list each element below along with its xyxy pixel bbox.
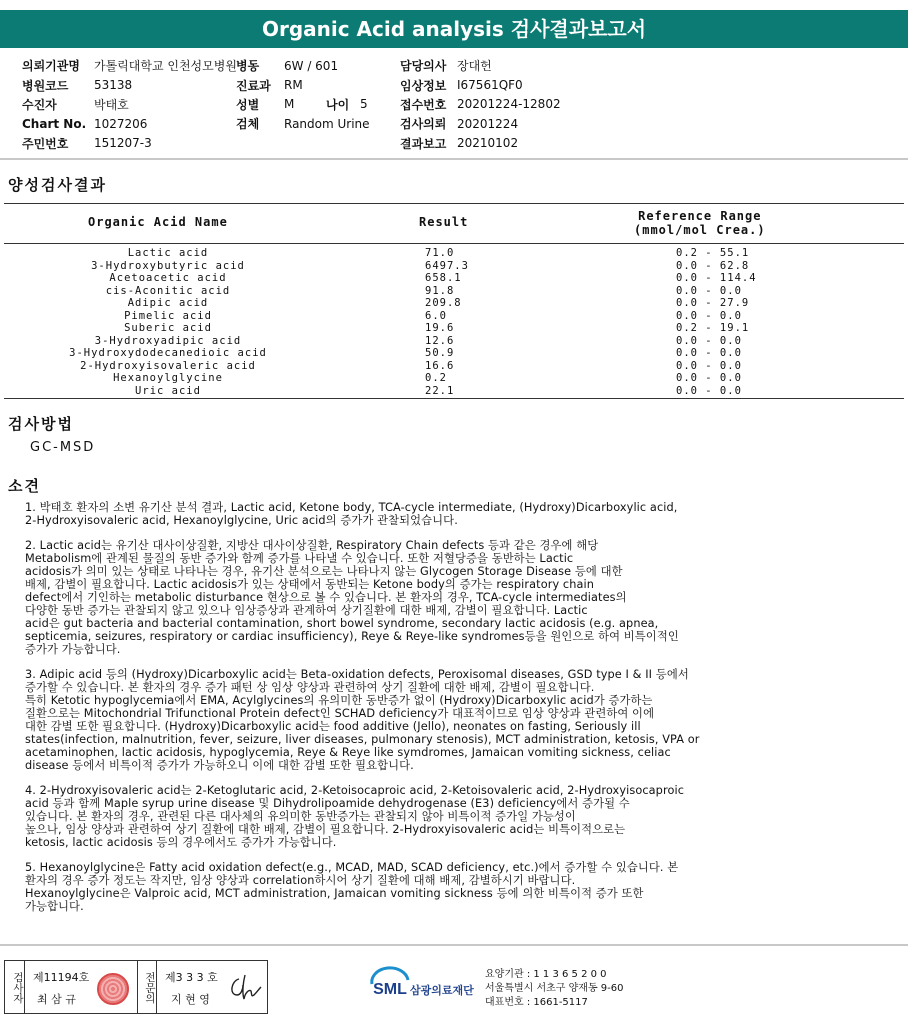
acid-reference: 0.0 - 27.9 (676, 297, 750, 310)
specialist-name: 지 현 영 (171, 993, 210, 1006)
info-row (22, 134, 237, 153)
finding-paragraph: 2. Lactic acid는 유기산 대사이상질환, 지방산 대사이상질환, Respiratory Chain defects 등과 같은 경우에 해당 Metabolism에 관계된 물질의 동반 증가와 함께 증가를 나타낼 수 있습니다. 또한 저혈당증을 동반하는 Lactic acidosis가 의미 있는 상태로 나타나는 경우, 유기산 분석으로는 나타나지 않는 Glycogen Storage Disease 등에 대한 배제, 감별이 필요합니다. Lactic acidosis가 있는 상태에서 동반되는 Ketone body의 증가는 respiratory chain defect에서 기인하는 metabolic disturbance 현상으로 볼 수 있습니다. 본 환자의 경우, TCA-cycle intermediates의 다양한 동반 증가는 관찰되지 않고 있으나 임상증상과 관계하여 상기질환에 대한 배제, 감별이 필요합니다. Lactic acid은 gut bacteria and bacterial contamination, short bowel syndrome, secondary lactic acidosis (e.g. apnea, septicemia, seizures, respiratory or cardiac insufficiency), Reye & Reye-like syndromes등을 원인으로 하여 비특이적인 증가가 가능합니다. (25, 539, 679, 656)
info-value: 20201224-12802 (457, 97, 561, 112)
column-header-reference (634, 209, 766, 237)
acid-name: 3-Hydroxybutyric acid (91, 259, 245, 272)
acid-name: 3-Hydroxydodecanedioic acid (69, 347, 267, 360)
table-row (0, 272, 908, 285)
info-row (400, 95, 561, 114)
specialist-license-no: 제3 3 3 호 (165, 971, 218, 984)
specialist-label: 전문의 (137, 961, 157, 1013)
table-row (0, 385, 908, 398)
table-row (0, 335, 908, 348)
info-value: M (284, 97, 295, 112)
acid-name: Lactic acid (127, 247, 209, 259)
info-row (22, 114, 237, 133)
logo-mark: SML (373, 981, 407, 998)
organization-info (485, 968, 624, 1010)
acid-name: 2-Hydroxyisovaleric acid (80, 359, 256, 372)
examiner-label: 검사자 (5, 961, 25, 1013)
method-section-title: 검사방법 (8, 415, 74, 433)
info-row (236, 95, 370, 114)
acid-result: 19.6 (425, 322, 455, 335)
table-row (0, 322, 908, 335)
table-row (0, 347, 908, 360)
column-header-result: Result (419, 215, 469, 229)
acid-name: Pimelic acid (124, 309, 212, 322)
patient-info-right (400, 56, 561, 153)
acid-name: Adipic acid (127, 297, 209, 310)
info-value: 20201224 (457, 116, 519, 131)
table-row (0, 360, 908, 373)
acid-name: 3-Hydroxyadipic acid (94, 334, 242, 347)
finding-paragraph: 4. 2-Hydroxyisovaleric acid는 2-Ketoglutaric acid, 2-Ketoisocaproic acid, 2-Ketoisovaleric acid, 2-Hydroxyisocaproic acid 등과 함께 Maple syrup urine disease 및 Dihydrolipoamide dehydrogenase (E3) deficiency에서 증가될 수 있습니다. 본 환자의 경우, 관련된 다른 대사체의 유의미한 동반증가는 관찰되지 않아 비특이적 증가일 가능성이 높으나, 임상 양상과 관련하여 상기 질환에 대한 배제, 감별이 필요합니다. 2-Hydroxyisovaleric acid는 비특이적으로는 ketosis, lactic acidosis 등의 경우에서도 증가가 가능합니다. (25, 784, 685, 849)
info-value: 박태호 (94, 97, 129, 112)
finding-paragraph: 5. Hexanoylglycine은 Fatty acid oxidation defect(e.g., MCAD, MAD, SCAD deficiency, etc.)에서 증가할 수 있습니다. 본 환자의 경우 증가 정도는 작지만, 임상 양상과 correlation하시어 상기 질환에 대해 배제, 감별하시기 바랍니다. Hexanoylglycine은 Valproic acid, MCT administration, Jamaican vomiting sickness 등에 의한 비특이적 증가 또한 가능합니다. (25, 861, 679, 913)
acid-reference: 0.2 - 55.1 (676, 247, 750, 259)
acid-reference: 0.0 - 0.0 (676, 359, 742, 372)
acid-result: 6.0 (425, 309, 447, 322)
table-row (0, 285, 908, 298)
info-row (236, 114, 370, 133)
info-label: 검사의뢰 (400, 117, 447, 132)
acid-reference: 0.0 - 0.0 (676, 385, 742, 398)
info-label: 병원코드 (22, 78, 69, 93)
signature-box (4, 960, 268, 1014)
seal-stamp-icon (97, 973, 129, 1005)
examiner-name: 최 삼 규 (37, 993, 76, 1006)
patient-info-left (22, 56, 237, 153)
examiner-license-no: 제11194호 (33, 971, 90, 984)
acid-reference: 0.0 - 0.0 (676, 309, 742, 322)
findings-section-title: 소견 (8, 477, 41, 495)
table-row (0, 247, 908, 260)
acid-reference: 0.0 - 0.0 (676, 284, 742, 297)
table-row (0, 310, 908, 323)
info-label: 결과보고 (400, 136, 447, 151)
info-label: 담당의사 (400, 59, 447, 74)
acid-result: 50.9 (425, 347, 455, 360)
org-address: 서울특별시 서초구 양재동 9-60 (485, 983, 624, 994)
reference-header-line1: Reference Range (638, 209, 762, 223)
table-row (0, 372, 908, 385)
sml-logo (368, 966, 412, 1010)
acid-reference: 0.0 - 62.8 (676, 259, 750, 272)
reference-header-line2: (mmol/mol Crea.) (634, 223, 766, 237)
acid-result: 658.1 (425, 272, 462, 285)
acid-reference: 0.0 - 0.0 (676, 372, 742, 385)
patient-info-middle (236, 56, 370, 134)
acid-name: Suberic acid (124, 322, 212, 335)
info-value: 장대헌 (457, 59, 492, 74)
info-row (22, 95, 237, 114)
info-label: 성별 (236, 97, 260, 112)
results-section-title: 양성검사결과 (8, 176, 107, 194)
findings-body (25, 501, 903, 925)
info-label: 진료과 (236, 78, 271, 93)
finding-paragraph: 3. Adipic acid 등의 (Hydroxy)Dicarboxylic acid는 Beta-oxidation defects, Peroxisomal diseases, GSD type I & II 등에서 증가할 수 있습니다. 본 환자의 경우 증가 패턴 상 임상 양상과 관련하여 상기 질환에 대한 배제, 감별이 필요합니다. 특히 Ketotic hypoglycemia에서 EMA, Acylglycines의 유의미한 동반증가 없이 (Hydroxy)Dicarboxylic acid가 증가하는 질환으로는 Mitochondrial Trifunctional Protein defect인 SCHAD deficiency가 대표적이므로 임상 양상과 관련하여 이에 대한 감별 또한 필요합니다. (Hydroxy)Dicarboxylic acid는 food additive (Jello), neonates on fasting, Seriously ill states(infection, malnutrition, fever, seizure, liver diseases, pulmonary stenosis), MCT administration, ketosis, VPA or acetaminophen, lactic acidosis, hypoglycemia, Reye & Reye like symdromes, Jamaican vomiting sickness, celiac disease 등에서 비특이적 증가가 가능하오니 이에 대한 감별 또한 필요합니다. (25, 668, 700, 772)
acid-name: Hexanoylglycine (113, 372, 223, 385)
table-row (0, 297, 908, 310)
info-value: 6W / 601 (284, 58, 339, 73)
results-table-body (0, 247, 908, 398)
info-value: I67561QF0 (457, 78, 523, 93)
info-value: 53138 (94, 78, 133, 93)
info-row (400, 75, 561, 94)
table-bottom-rule (4, 398, 904, 399)
acid-reference: 0.0 - 114.4 (676, 272, 757, 285)
info-value: 5 (360, 97, 368, 112)
info-value: 20210102 (457, 136, 519, 151)
column-header-name: Organic Acid Name (88, 215, 228, 229)
info-label: 주민번호 (22, 136, 69, 151)
info-label: 임상정보 (400, 78, 447, 93)
info-value: 가톨릭대학교 인천성모병원 (94, 59, 237, 74)
info-row (22, 56, 237, 75)
acid-result: 91.8 (425, 284, 455, 297)
sml-logo-icon (368, 966, 412, 1006)
acid-reference: 0.0 - 0.0 (676, 347, 742, 360)
acid-result: 16.6 (425, 359, 455, 372)
logo-name: 삼광의료재단 (410, 984, 474, 997)
table-header-rule (4, 243, 904, 244)
table-top-rule (4, 203, 904, 204)
info-label: 검체 (236, 117, 260, 132)
finding-paragraph: 1. 박태호 환자의 소변 유기산 분석 결과, Lactic acid, Ketone body, TCA-cycle intermediate, (Hydroxy)Dicarboxylic acid, 2-Hydroxyisovaleric acid, Hexanoylglycine, Uric acid의 증가가 관찰되었습니다. (25, 501, 678, 527)
info-label: 접수번호 (400, 97, 447, 112)
acid-result: 209.8 (425, 297, 462, 310)
divider (0, 158, 908, 160)
report-title: Organic Acid analysis 검사결과보고서 (0, 10, 908, 48)
info-value: 1027206 (94, 116, 148, 131)
acid-result: 12.6 (425, 334, 455, 347)
acid-result: 6497.3 (425, 259, 469, 272)
acid-name: Uric acid (135, 385, 201, 398)
info-value: 151207-3 (94, 136, 152, 151)
signature-icon (227, 973, 263, 1003)
acid-reference: 0.0 - 0.0 (676, 334, 742, 347)
acid-result: 0.2 (425, 372, 447, 385)
table-row (0, 260, 908, 273)
info-value: RM (284, 78, 303, 93)
info-value: Random Urine (284, 116, 370, 131)
acid-result: 22.1 (425, 385, 455, 398)
org-phone: 대표번호 : 1661-5117 (485, 997, 588, 1008)
info-label: 수진자 (22, 97, 57, 112)
acid-name: Acetoacetic acid (109, 272, 227, 285)
org-code: 요양기관 : 1 1 3 6 5 2 0 0 (485, 969, 607, 980)
acid-name: cis-Aconitic acid (105, 284, 231, 297)
info-row (22, 75, 237, 94)
info-row (400, 134, 561, 153)
info-row (236, 56, 370, 75)
info-label: 의뢰기관명 (22, 59, 80, 74)
acid-reference: 0.2 - 19.1 (676, 322, 750, 335)
info-row (236, 75, 370, 94)
info-label: Chart No. (22, 116, 87, 131)
info-row (400, 56, 561, 75)
footer-divider (0, 944, 908, 946)
info-row (400, 114, 561, 133)
info-label: 나이 (326, 97, 350, 112)
acid-result: 71.0 (425, 247, 455, 259)
info-label: 병동 (236, 59, 260, 74)
method-value: GC-MSD (30, 440, 96, 455)
